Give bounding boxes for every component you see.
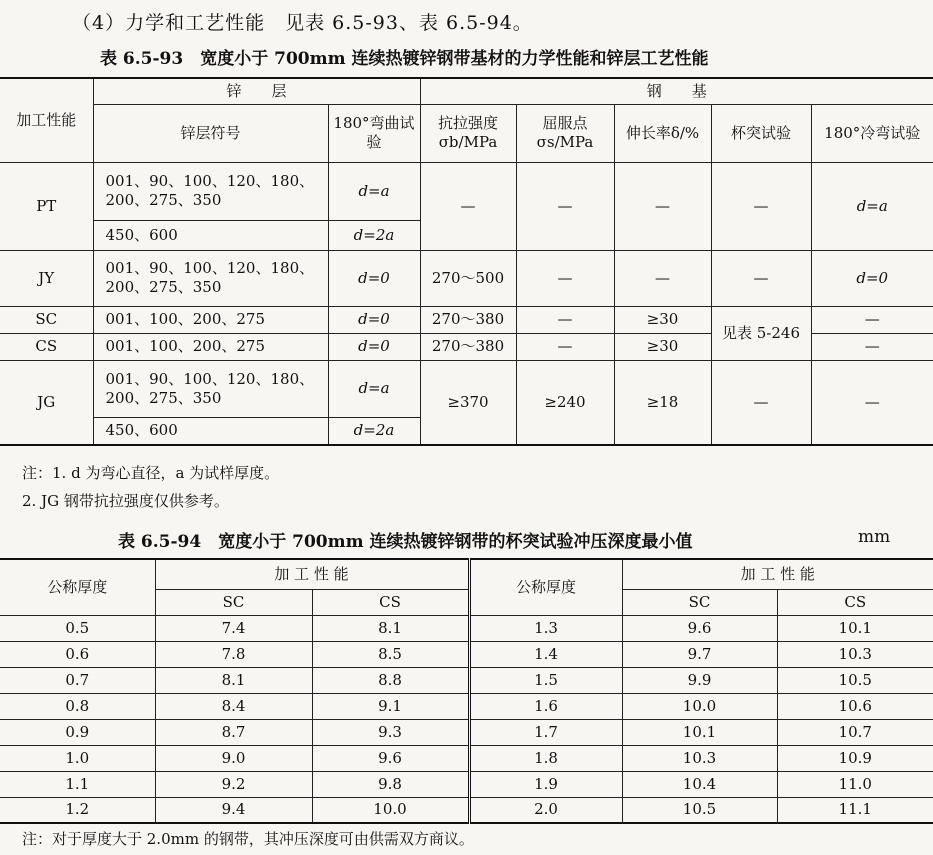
tensile-value: — [420,162,516,250]
table2-note: 注：对于厚度大于 2.0mm 的钢带，其冲压深度可由供需双方商议。 [22,830,474,848]
cs-value: 9.8 [312,771,469,797]
header-cs: CS [312,589,469,615]
cs-value: 10.5 [777,667,933,693]
thickness-value: 1.0 [0,745,155,771]
header-cs: CS [777,589,933,615]
header-thickness: 公称厚度 [0,559,155,615]
yield-value: — [516,306,614,333]
table-row [0,719,933,745]
table1-caption: 表 6.5-93 宽度小于 700mm 连续热镀锌钢带基材的力学性能和锌层工艺性能 [100,49,709,69]
thickness-value: 1.4 [469,641,622,667]
cold-value: d=a [811,162,933,250]
bend-value: d=0 [328,306,420,333]
intro-text: （4）力学和工艺性能 见表 6.5-93、表 6.5-94。 [72,12,533,34]
cs-value: 8.1 [312,615,469,641]
elong-value: ≥30 [614,333,711,360]
table1-note-1: 注：1. d 为弯心直径，a 为试样厚度。 [22,464,280,482]
sc-value: 8.1 [155,667,312,693]
table-row [0,693,933,719]
thickness-value: 0.8 [0,693,155,719]
cs-value: 10.3 [777,641,933,667]
cold-value: — [811,360,933,445]
elong-value: ≥30 [614,306,711,333]
sc-value: 9.0 [155,745,312,771]
sc-value: 7.4 [155,615,312,641]
table1-note-2: 2. JG 钢带抗拉强度仅供参考。 [22,492,229,510]
thickness-value: 1.3 [469,615,622,641]
thickness-value: 0.9 [0,719,155,745]
cold-value: — [811,306,933,333]
thickness-value: 1.8 [469,745,622,771]
header-code: 锌层符号 [93,104,328,162]
thickness-value: 1.5 [469,667,622,693]
cs-value: 9.6 [312,745,469,771]
sc-value: 9.6 [622,615,777,641]
sc-value: 9.2 [155,771,312,797]
header-zinc: 锌 层 [93,78,420,104]
table2-caption: 表 6.5-94 宽度小于 700mm 连续热镀锌钢带的杯突试验冲压深度最小值 [118,532,693,552]
zinc-code: 450、600 [93,417,328,445]
row-label: CS [0,333,93,360]
bend-value: d=a [328,162,420,220]
cold-value: — [811,333,933,360]
table-row [0,250,933,306]
zinc-code: 001、90、100、120、180、200、275、350 [93,360,328,417]
header-thickness: 公称厚度 [469,559,622,615]
cup-value: — [711,360,811,445]
thickness-value: 0.5 [0,615,155,641]
header-cup: 杯突试验 [711,104,811,162]
row-label: SC [0,306,93,333]
sc-value: 9.7 [622,641,777,667]
header-process: 加 工 性 能 [155,559,469,589]
row-label: JY [0,250,93,306]
row-label: JG [0,360,93,445]
cs-value: 10.9 [777,745,933,771]
header-elong: 伸长率δ/% [614,104,711,162]
sc-value: 10.0 [622,693,777,719]
sc-value: 10.4 [622,771,777,797]
zinc-code: 001、90、100、120、180、200、275、350 [93,250,328,306]
elong-value: — [614,250,711,306]
zinc-code: 001、100、200、275 [93,333,328,360]
table-row [0,797,933,823]
thickness-value: 1.6 [469,693,622,719]
thickness-value: 1.7 [469,719,622,745]
cs-value: 10.6 [777,693,933,719]
table2-unit: mm [858,527,891,547]
header-sc: SC [155,589,312,615]
tensile-value: 270～380 [420,333,516,360]
bend-value: d=0 [328,250,420,306]
sc-value: 10.5 [622,797,777,823]
cold-value: d=0 [811,250,933,306]
table-row [0,745,933,771]
cs-value: 8.8 [312,667,469,693]
yield-value: — [516,250,614,306]
header-process: 加工性能 [0,78,93,162]
table-row [0,641,933,667]
cs-value: 11.1 [777,797,933,823]
thickness-value: 2.0 [469,797,622,823]
header-yield: 屈服点σs/MPa [516,104,614,162]
row-label: PT [0,162,93,250]
cs-value: 9.3 [312,719,469,745]
table-row [0,771,933,797]
sc-value: 9.9 [622,667,777,693]
header-cold: 180°冷弯试验 [811,104,933,162]
cup-value: — [711,250,811,306]
header-sc: SC [622,589,777,615]
cup-depth-table [0,558,933,824]
cs-value: 10.7 [777,719,933,745]
tensile-value: 270～380 [420,306,516,333]
yield-value: ≥240 [516,360,614,445]
cup-value: 见表 5-246 [711,306,811,360]
header-bend: 180°弯曲试验 [328,104,420,162]
table-row [0,360,933,417]
thickness-value: 1.1 [0,771,155,797]
sc-value: 9.4 [155,797,312,823]
cs-value: 9.1 [312,693,469,719]
table-row [0,615,933,641]
tensile-value: 270～500 [420,250,516,306]
cs-value: 10.0 [312,797,469,823]
elong-value: — [614,162,711,250]
table-row [0,306,933,333]
mechanical-properties-table [0,77,933,446]
cup-value: — [711,162,811,250]
tensile-value: ≥370 [420,360,516,445]
bend-value: d=2a [328,220,420,250]
sc-value: 10.1 [622,719,777,745]
thickness-value: 1.2 [0,797,155,823]
sc-value: 10.3 [622,745,777,771]
header-process: 加 工 性 能 [622,559,933,589]
table-row [0,667,933,693]
elong-value: ≥18 [614,360,711,445]
thickness-value: 0.6 [0,641,155,667]
sc-value: 7.8 [155,641,312,667]
zinc-code: 450、600 [93,220,328,250]
yield-value: — [516,333,614,360]
bend-value: d=2a [328,417,420,445]
yield-value: — [516,162,614,250]
header-steel: 钢 基 [420,78,933,104]
cs-value: 10.1 [777,615,933,641]
sc-value: 8.4 [155,693,312,719]
zinc-code: 001、100、200、275 [93,306,328,333]
zinc-code: 001、90、100、120、180、200、275、350 [93,162,328,220]
cs-value: 8.5 [312,641,469,667]
table-row [0,162,933,220]
thickness-value: 1.9 [469,771,622,797]
bend-value: d=a [328,360,420,417]
sc-value: 8.7 [155,719,312,745]
header-tensile: 抗拉强度σb/MPa [420,104,516,162]
bend-value: d=0 [328,333,420,360]
cs-value: 11.0 [777,771,933,797]
thickness-value: 0.7 [0,667,155,693]
